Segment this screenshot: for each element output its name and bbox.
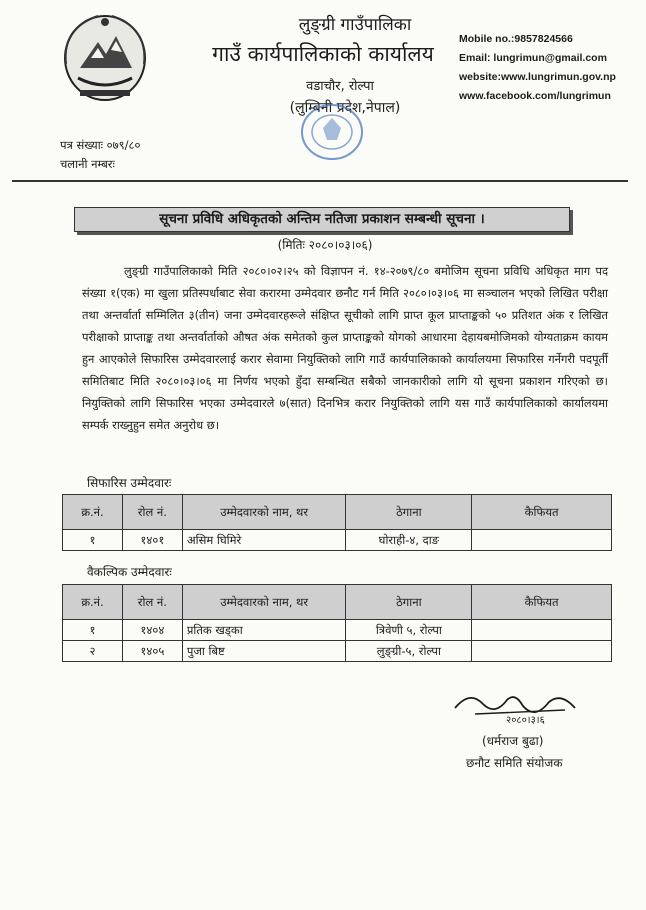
- table-row: [63, 530, 612, 551]
- dispatch-number: चलानी नम्बरः: [60, 157, 115, 171]
- table-header-row: [63, 495, 612, 530]
- contact-block: [459, 30, 616, 106]
- header-roll: रोल नं.: [122, 495, 182, 530]
- header-serial: क्र.नं.: [63, 495, 123, 530]
- cell-address: त्रिवेणी ५, रोल्पा: [346, 620, 472, 641]
- header-name: उम्मेदवारको नाम, थर: [182, 495, 346, 530]
- notice-date: (मितिः २०८०।०३।०६): [277, 238, 373, 252]
- notice-body: लुङ्ग्री गाउँपालिकाको मिति २०८०।०२।२५ को विज्ञापन नं. १४-२०७९/८० बमोजिम सूचना प्रविधि अधिकृत माग पद संख्या १(एक) मा खुला प्रतिस्पर्धाबाट सेवा करारमा उम्मेदवार छनौट गर्न मिति २०८०।०३।०६ मा सञ्चालन भएको लिखित परीक्षा तथा अन्तर्वार्ता सम्मिलित ३(तीन) जना उम्मेदवारहरूले संक्षिप्त सूचीको लागि प्राप्त कूल प्राप्ताङ्कको ५० प्रतिशत अंक र लिखित परीक्षाको प्राप्ताङ्क तथा अन्तर्वार्ताको औषत अंक समेतको कुल प्राप्ताङ्कको योगको आधारमा देहायबमोजिमको योग्यताक्रम कायम हुन आएकोले सिफारिस उम्मेदवारलाई करार सेवामा नियुक्तिको लागि गाउँ कार्यपालिकाको कार्यालयमा सिफारिस गर्नेगरी पदपूर्ती समितिबाट मिति २०८०।०३।०६ मा निर्णय भएको हुँदा सम्बन्धित सबैको जानकारीको लागि यो सूचना प्रकाशन गरिएको छ। नियुक्तिको लागि सिफारिस भएका उम्मेदवारले ७(सात) दिनभित्र करार नियुक्तिको लागि यस गाउँ कार्यपालिकाको कार्यालयमा सम्पर्क राख्नुहुन समेत अनुरोध छ।: [82, 264, 608, 432]
- cell-remarks: [472, 641, 612, 662]
- cell-serial: १: [63, 620, 123, 641]
- office-name: गाउँ कार्यपालिकाको कार्यालय: [212, 42, 434, 66]
- province-name: (लुम्बिनी प्रदेश,नेपाल): [289, 100, 401, 116]
- cell-remarks: [472, 620, 612, 641]
- signatory-title: छनौट समिति संयोजक: [466, 756, 563, 770]
- office-location: वडाचौर, रोल्पा: [306, 79, 374, 94]
- letter-number: पत्र संख्याः ०७९/८०: [60, 138, 141, 152]
- mobile-number: Mobile no.:9857824566: [459, 33, 573, 45]
- website-link: website:www.lungrimun.gov.np: [459, 71, 616, 83]
- cell-name: पुजा बिष्ट: [182, 641, 346, 662]
- cell-serial: २: [63, 641, 123, 662]
- cell-address: घोराही-४, दाङ: [346, 530, 472, 551]
- recommended-label: सिफारिस उम्मेदवारः: [87, 476, 172, 490]
- table-row: [63, 641, 612, 662]
- nepal-emblem-icon: [58, 8, 152, 108]
- cell-name: प्रतिक खड्का: [182, 620, 346, 641]
- signatory-name: (धर्मराज बुढा): [482, 734, 544, 748]
- header-serial: क्र.नं.: [63, 585, 123, 620]
- cell-name: असिम घिमिरे: [182, 530, 346, 551]
- header-address: ठेगाना: [346, 495, 472, 530]
- signature-date: २०८०।३।६: [506, 715, 545, 726]
- alternate-label: वैकल्पिक उम्मेदवारः: [87, 565, 172, 579]
- municipality-name: लुङ्ग्री गाउँपालिका: [298, 15, 412, 35]
- cell-serial: १: [63, 530, 123, 551]
- cell-remarks: [472, 530, 612, 551]
- facebook-link: www.facebook.com/lungrimun: [459, 90, 611, 102]
- recommended-table: [62, 494, 612, 551]
- cell-address: लुङ्ग्री-५, रोल्पा: [346, 641, 472, 662]
- alternate-table: [62, 584, 612, 662]
- cell-roll: १४०५: [122, 641, 182, 662]
- header-roll: रोल नं.: [122, 585, 182, 620]
- header-remarks: कैफियत: [472, 495, 612, 530]
- cell-roll: १४०१: [122, 530, 182, 551]
- header-address: ठेगाना: [346, 585, 472, 620]
- notice-subject: सूचना प्रविधि अधिकृतको अन्तिम नतिजा प्रकाशन सम्बन्धी सूचना ।: [74, 207, 570, 232]
- header-remarks: कैफियत: [472, 585, 612, 620]
- table-header-row: [63, 585, 612, 620]
- email-address: Email: lungrimun@gmail.com: [459, 52, 607, 64]
- header-divider: [12, 180, 628, 182]
- cell-roll: १४०४: [122, 620, 182, 641]
- header-name: उम्मेदवारको नाम, थर: [182, 585, 346, 620]
- table-row: [63, 620, 612, 641]
- office-stamp-icon: [297, 102, 367, 164]
